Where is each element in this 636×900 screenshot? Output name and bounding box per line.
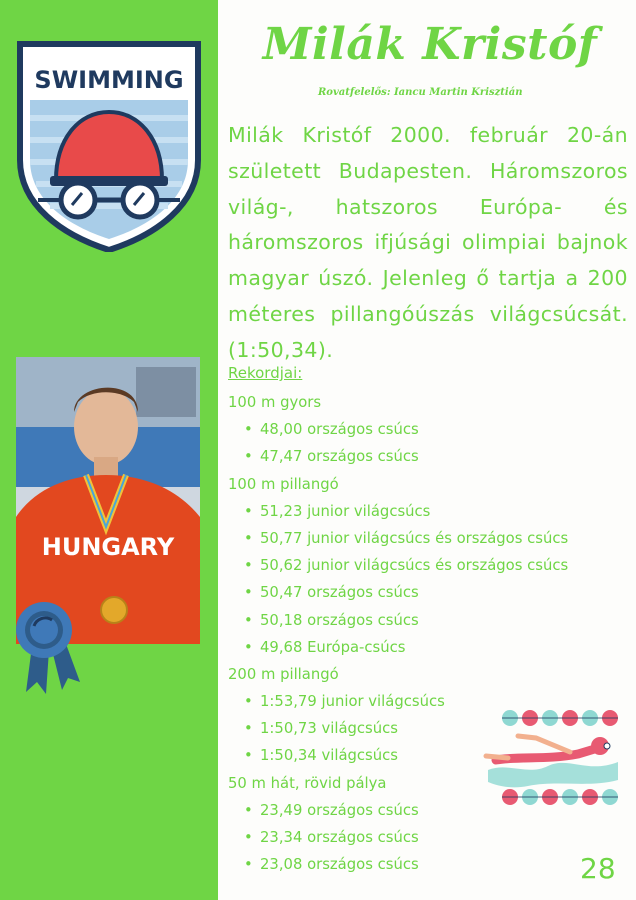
page-title: Milák Kristóf bbox=[262, 19, 598, 70]
bullet-icon: • bbox=[244, 557, 253, 575]
bullet-icon: • bbox=[244, 502, 253, 520]
list-item: • 50,62 junior világcsúcs és országos csúcs bbox=[228, 552, 628, 579]
list-item: • 51,23 junior világcsúcs bbox=[228, 498, 628, 525]
list-item: • 1:53,79 junior világcsúcs bbox=[228, 688, 628, 715]
swimmer-illustration-icon bbox=[478, 700, 628, 815]
list-item: • 47,47 országos csúcs bbox=[228, 443, 628, 470]
bullet-icon: • bbox=[244, 747, 253, 765]
record-category: 100 m pillangó bbox=[228, 475, 339, 493]
page-number: 28 bbox=[580, 852, 616, 885]
list-item: • 50,77 junior világcsúcs és országos csúcs bbox=[228, 525, 628, 552]
bullet-icon: • bbox=[244, 856, 253, 874]
bullet-icon: • bbox=[244, 421, 253, 439]
award-ribbon-icon bbox=[6, 598, 86, 698]
list-item: • 23,49 országos csúcs bbox=[228, 797, 628, 824]
bullet-icon: • bbox=[244, 638, 253, 656]
bullet-icon: • bbox=[244, 829, 253, 846]
record-category: 50 m hát, rövid pálya bbox=[228, 774, 387, 792]
list-item: • 50,18 országos csúcs bbox=[228, 607, 628, 634]
bullet-icon: • bbox=[244, 448, 253, 466]
list-item: • 1:50,34 világcsúcs bbox=[228, 742, 628, 769]
swimming-badge-icon bbox=[16, 40, 202, 252]
badge-label: SWIMMING bbox=[34, 66, 184, 94]
list-item: • 23,34 országos csúcs bbox=[228, 824, 628, 851]
list-item: • 23,08 országos csúcs bbox=[228, 851, 628, 878]
list-item: • 50,47 országos csúcs bbox=[228, 579, 628, 606]
bullet-icon: • bbox=[244, 693, 253, 711]
list-item: • 48,00 országos csúcs bbox=[228, 416, 628, 443]
bullet-icon: • bbox=[244, 584, 253, 602]
jersey-text: HUNGARY bbox=[41, 533, 175, 561]
intro-paragraph: Milák Kristóf 2000. február 20-án született Budapesten. Háromszoros világ-, hatszoros Európa- és háromszoros ifjúsági olimpiai bajnok magyar úszó. Jelenleg ő tartja a 200 méteres pillangóúszás világcsúcsát. (1:50,34). bbox=[228, 123, 628, 362]
bullet-icon: • bbox=[244, 529, 253, 547]
bullet-icon: • bbox=[244, 720, 253, 738]
bullet-icon: • bbox=[244, 801, 253, 819]
record-category: 100 m gyors bbox=[228, 394, 322, 411]
bullet-icon: • bbox=[244, 611, 253, 629]
record-category: 200 m pillangó bbox=[228, 665, 339, 683]
records-heading: Rekordjai: bbox=[228, 364, 303, 382]
list-item: • 1:50,73 világcsúcs bbox=[228, 715, 628, 742]
byline: Rovatfelelős: Iancu Martin Krisztián bbox=[318, 87, 523, 98]
list-item: • 49,68 Európa-csúcs bbox=[228, 634, 628, 661]
